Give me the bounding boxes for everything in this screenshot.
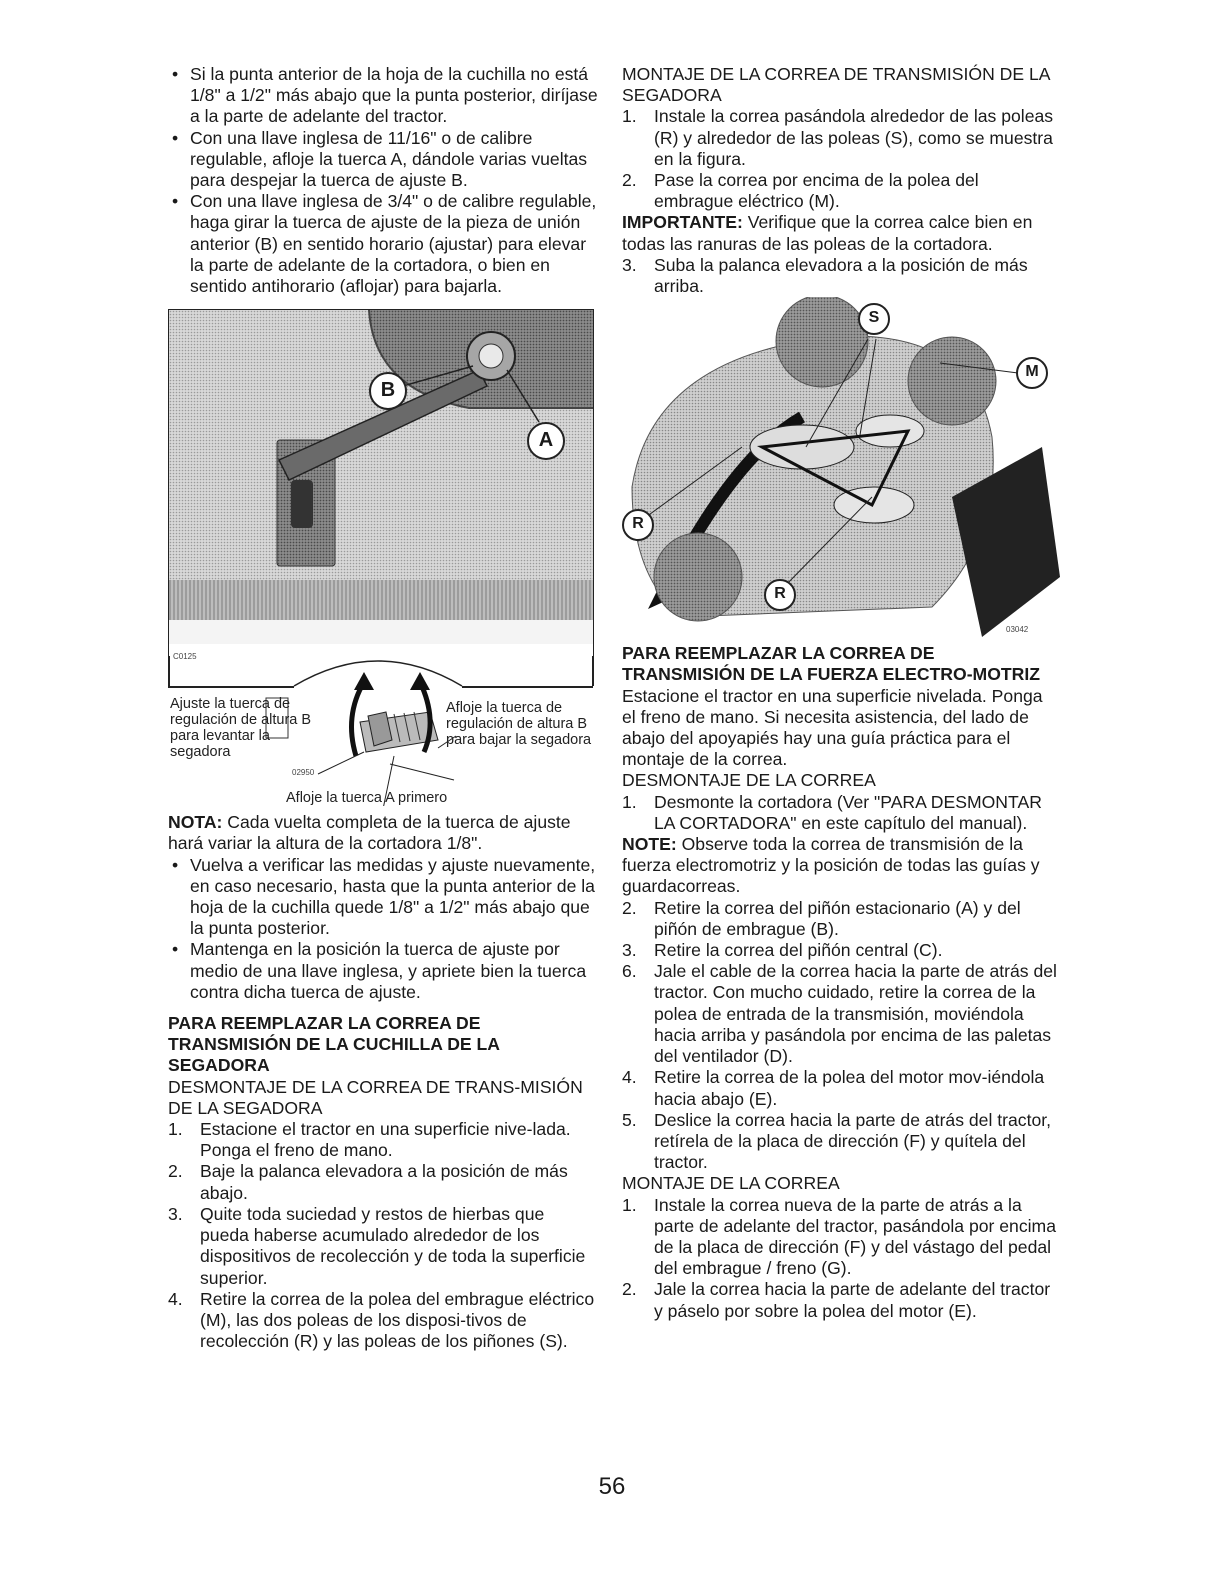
- subheading-remove-belt: DESMONTAJE DE LA CORREA DE TRANS-MISIÓN DE LA SEGADORA: [168, 1076, 583, 1118]
- remove-pto-steps: [622, 898, 1060, 1174]
- lift-lever-step: [622, 255, 1060, 297]
- nota-text: Cada vuelta completa de la tuerca de ajuste hará variar la altura de la cortadora 1/8".: [168, 812, 571, 854]
- list-item: 2. Baje la palanca elevadora a la posición de más abajo.: [168, 1161, 568, 1203]
- list-item: • Con una llave inglesa de 11/16" o de calibre regulable, afloje la tuerca A, dándole varias vueltas para despejar la tuerca de ajuste B.: [168, 128, 598, 192]
- list-item: 2. Jale la correa hacia la parte de adelante del tractor y páselo por sobre la polea del motor (E).: [622, 1279, 1051, 1321]
- list-item: • Con una llave inglesa de 3/4" o de calibre regulable, haga girar la tuerca de ajuste de la pieza de unión anterior (B) en sentido horario (ajustar) para elevar la parte de adelante de la cortadora, o bien en sentido antihorario (aflojar) para bajarla.: [168, 191, 598, 297]
- list-item: • Si la punta anterior de la hoja de la cuchilla no está 1/8" a 1/2" más abajo que la punta posterior, diríjase a la parte de adelante del tractor.: [168, 64, 598, 128]
- list-item: 3. Suba la palanca elevadora a la posición de más arriba.: [622, 254, 1028, 297]
- inset-id: 02950: [292, 768, 315, 778]
- nota-paragraph: [168, 812, 598, 854]
- left-column: [168, 64, 598, 1352]
- install-pto-steps: [622, 1195, 1060, 1322]
- callout-r-bottom: R: [764, 579, 796, 611]
- figure-id: C0125: [173, 652, 197, 662]
- list-item: 1. Instale la correa nueva de la parte de atrás a la parte de adelante del tractor, pasándola por encima de la placa de dirección (F) y del vástago del pedal del embrague / freno (G).: [622, 1194, 1056, 1279]
- subheading-install-pto-belt: MONTAJE DE LA CORREA: [622, 1173, 840, 1194]
- right-column: [622, 64, 1060, 1322]
- height-adjust-figure: [168, 309, 594, 662]
- remove-belt-steps: [168, 1119, 598, 1352]
- list-item: 2. Retire la correa del piñón estacionario (A) y del piñón de embrague (B).: [622, 897, 1021, 939]
- page-number: 56: [598, 1473, 626, 1500]
- list-item: • Mantenga en la posición la tuerca de ajuste por medio de una llave inglesa, y apriete bien la tuerca contra dicha tuerca de ajuste.: [168, 939, 598, 1003]
- caption-loosen-nut-a: Afloje la tuerca A primero: [286, 790, 448, 807]
- remove-mower-step: [622, 792, 1060, 834]
- list-item: 1. Instale la correa pasándola alrededor de las poleas (R) y alrededor de las poleas (S), como se muestra en la figura.: [622, 106, 1054, 169]
- install-belt-steps: [622, 106, 1060, 212]
- subheading-install-belt: MONTAJE DE LA CORREA DE TRANSMISIÓN DE LA SEGADORA: [622, 64, 1050, 106]
- callout-r-left: R: [622, 509, 654, 541]
- callout-s: S: [858, 303, 890, 335]
- list-item: 5. Deslice la correa hacia la parte de atrás del tractor, retírela de la placa de dirección (F) y quítela del tractor.: [622, 1109, 1052, 1173]
- mower-deck-figure: [622, 297, 1060, 637]
- callout-m: M: [1016, 357, 1048, 389]
- list-item: 1. Estacione el tractor en una superficie nive-lada. Ponga el freno de mano.: [168, 1119, 571, 1161]
- list-item: 2. Pase la correa por encima de la polea del embrague eléctrico (M).: [622, 170, 979, 212]
- section-heading-blade-belt: PARA REEMPLAZAR LA CORREA DE TRANSMISIÓN DE LA CUCHILLA DE LA SEGADORA: [168, 1013, 500, 1076]
- figure-id: 03042: [1006, 625, 1029, 635]
- importante-label: IMPORTANTE:: [622, 212, 743, 233]
- pto-intro: Estacione el tractor en una superficie nivelada. Ponga el freno de mano. Si necesita asistencia, del lado de abajo del apoyapiés hay una guía práctica para el montaje de la correa.: [622, 685, 1043, 770]
- note-label: NOTE:: [622, 834, 677, 855]
- intro-bullet-list: [168, 64, 598, 297]
- nota-label: NOTA:: [168, 812, 223, 833]
- list-item: 4. Retire la correa de la polea del motor mov-iéndola hacia abajo (E).: [622, 1067, 1045, 1109]
- nota-bullet-list: [168, 855, 598, 1003]
- list-item: 1. Desmonte la cortadora (Ver "PARA DESMONTAR LA CORTADORA" en este capítulo del manual).: [622, 791, 1042, 833]
- caption-raise-mower: Ajuste la tuerca de regulación de altura B para levantar la segadora: [170, 696, 312, 761]
- importante-paragraph: IMPORTANTE: Verifique que la correa calce bien en todas las ranuras de las poleas de la cortadora.: [622, 212, 1033, 254]
- callout-b: B: [369, 372, 407, 410]
- caption-lower-mower: Afloje la tuerca de regulación de altura B para bajar la segadora: [446, 700, 592, 749]
- list-item: 3. Quite toda suciedad y restos de hierbas que pueda haberse acumulado alrededor de los dispositivos de recolección y de toda la superficie superior.: [168, 1203, 586, 1288]
- mower-deck-illustration: [622, 297, 1060, 637]
- list-item: 6. Jale el cable de la correa hacia la parte de atrás del tractor. Con mucho cuidado, retire la correa de la polea de entrada de la transmisión, moviéndola hacia arriba y pasándola por encima de las paletas del ventilador (D).: [622, 961, 1057, 1067]
- list-item: • Vuelva a verificar las medidas y ajuste nuevamente, en caso necesario, hasta que la punta anterior de la hoja de la cuchilla quede 1/8" a 1/2" más abajo que la punta posterior.: [168, 855, 598, 940]
- height-adjust-illustration: [169, 310, 593, 656]
- callout-a: A: [527, 422, 565, 460]
- section-heading-pto-belt: PARA REEMPLAZAR LA CORREA DE TRANSMISIÓN DE LA FUERZA ELECTRO-MOTRIZ: [622, 643, 1040, 685]
- nut-inset-diagram: [168, 656, 592, 806]
- note-paragraph: NOTE: Observe toda la correa de transmisión de la fuerza electromotriz y la posición de todas las guías y guardacorreas.: [622, 834, 1040, 897]
- list-item: 4. Retire la correa de la polea del embrague eléctrico (M), las dos poleas de los disposi-tivos de recolección (R) y las poleas de los piñones (S).: [168, 1288, 595, 1352]
- list-item: 3. Retire la correa del piñón central (C).: [622, 940, 943, 961]
- subheading-remove-pto-belt: DESMONTAJE DE LA CORREA: [622, 770, 876, 791]
